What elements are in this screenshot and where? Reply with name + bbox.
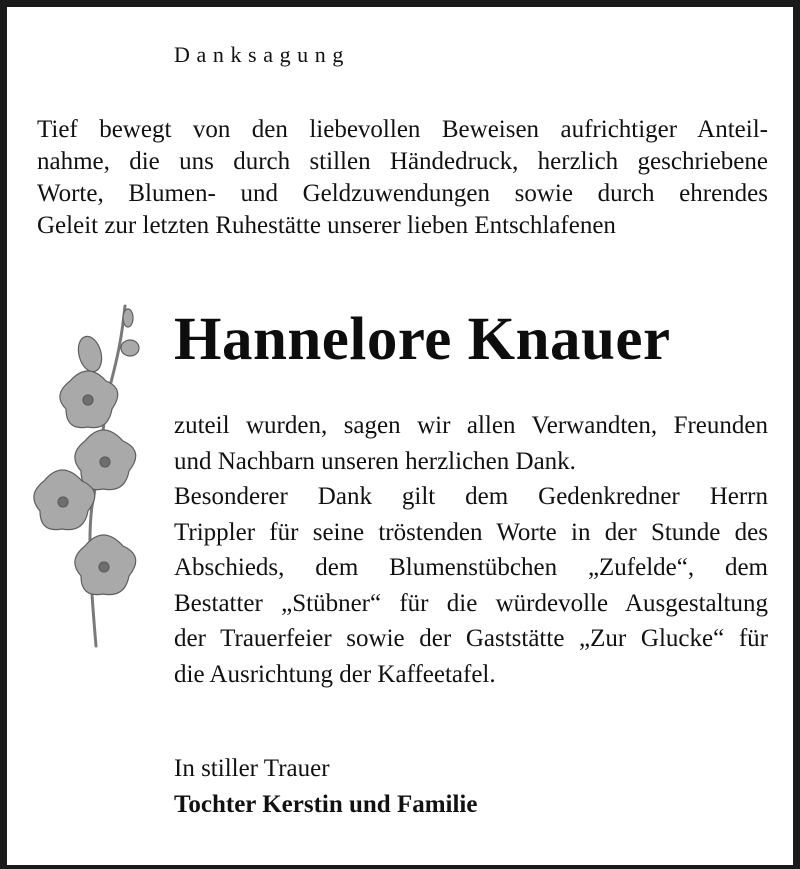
intro-line: Worte, Blumen- und Geldzuwendungen sowie durch ehrendes [37, 180, 768, 207]
body-paragraph [174, 408, 768, 692]
body-line: der Trauerfeier sowie der Gaststätte „Zur Glucke“ für [174, 625, 768, 652]
orchid-branch-icon [30, 296, 160, 656]
notice-heading: Danksagung [174, 42, 350, 67]
closing-block [174, 751, 477, 823]
body-line: und Nachbarn unseren herzlichen Dank. [174, 447, 576, 475]
closing-text: In stiller Trauer [174, 755, 330, 782]
intro-line: nahme, die uns durch stillen Händedruck, herzlich geschriebene [37, 148, 768, 175]
intro-paragraph [37, 114, 768, 242]
body-line: Besonderer Dank gilt dem Gedenkredner Herrn [174, 483, 768, 510]
body-line: Abschieds, dem Blumenstübchen „Zufelde“, dem [174, 554, 768, 581]
deceased-name: Hannelore Knauer [174, 306, 671, 373]
intro-line: Geleit zur letzten Ruhestätte unserer lieben Entschlafenen [37, 212, 616, 239]
body-line: die Ausrichtung der Kaffeetafel. [174, 660, 496, 688]
body-line: Trippler für seine tröstenden Worte in der Stunde des [174, 518, 768, 546]
body-line: zuteil wurden, sagen wir allen Verwandten, Freunden [174, 412, 768, 439]
intro-line: Tief bewegt von den liebevollen Beweisen aufrichtiger Anteil- [37, 116, 768, 143]
body-line: Bestatter „Stübner“ für die würdevolle Ausgestaltung [174, 589, 768, 617]
signature: Tochter Kerstin und Familie [174, 791, 478, 818]
